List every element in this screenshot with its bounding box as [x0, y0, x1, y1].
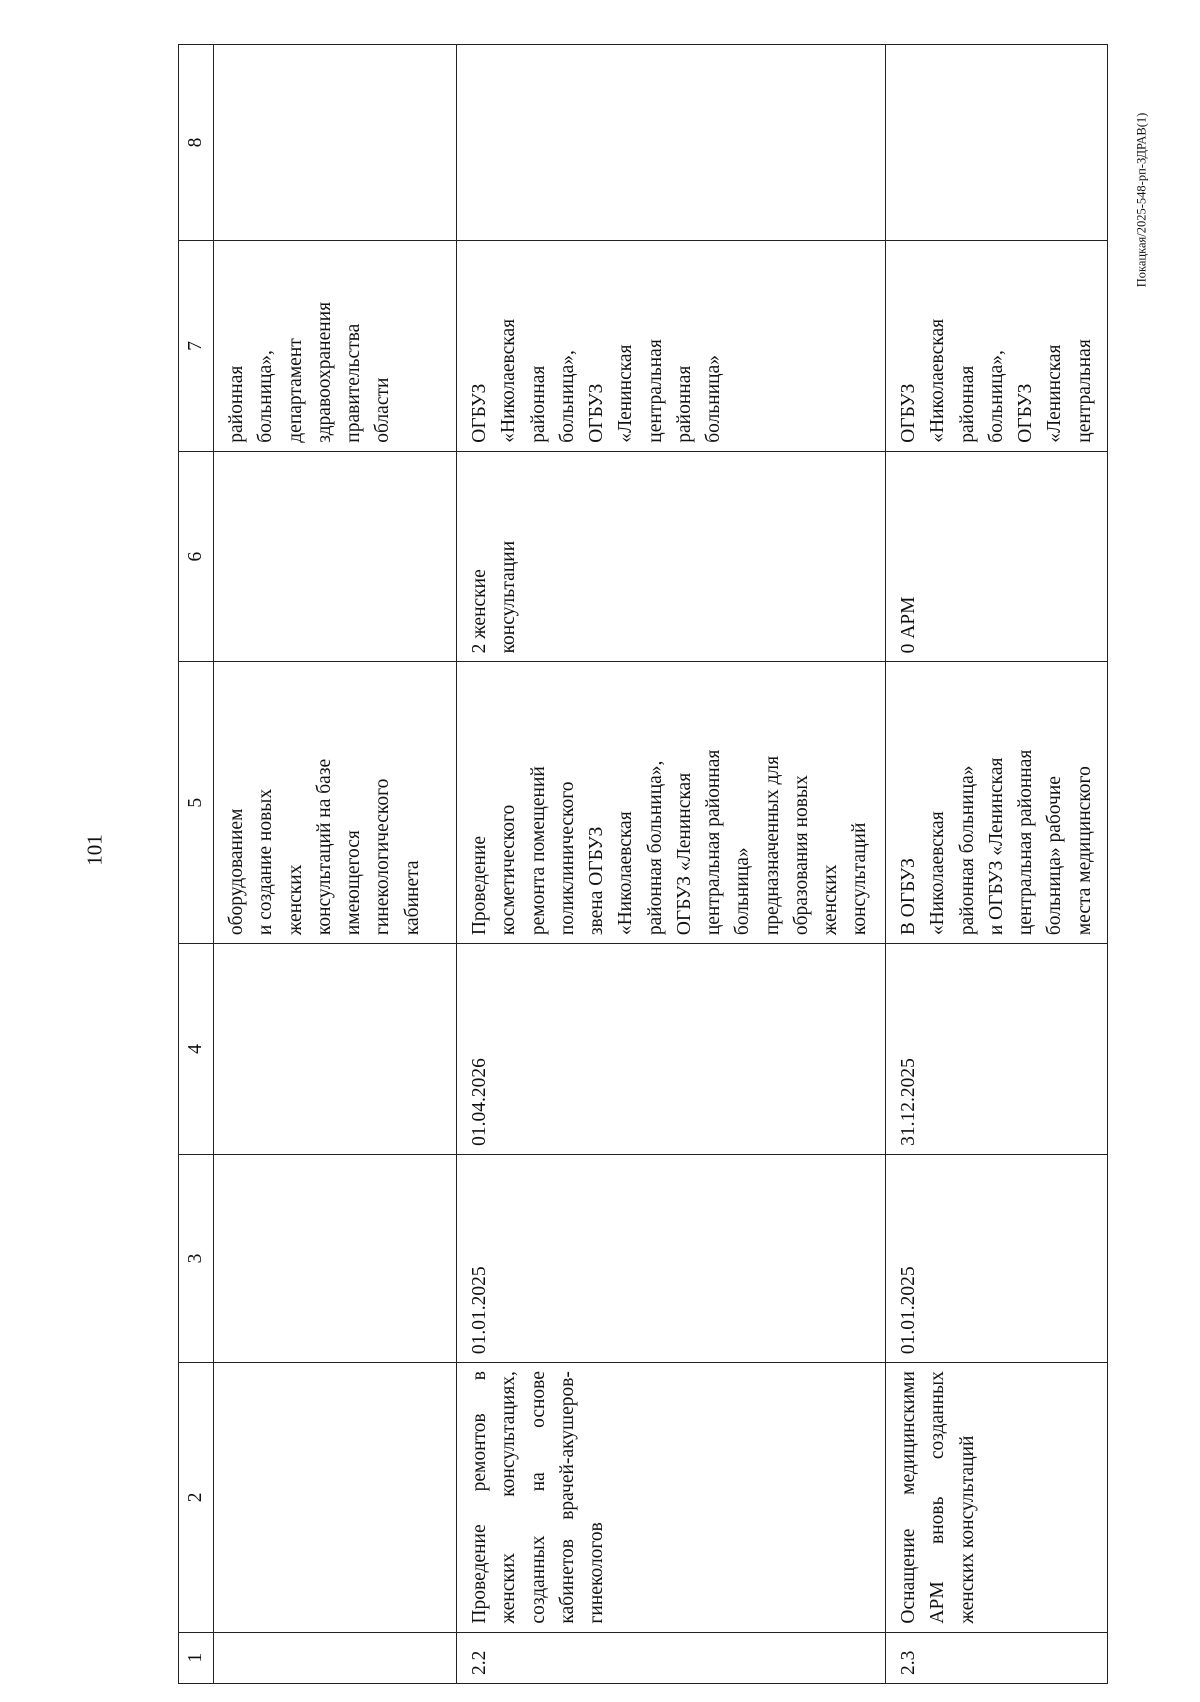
start-date-cell [214, 1154, 457, 1362]
responsible-cell: ОГБУЗ «Николаевская районная больница», ОГБУЗ «Ленинская центральная [886, 241, 1108, 452]
start-date-cell: 01.01.2025 [457, 1154, 886, 1362]
indicator-cell [214, 451, 457, 662]
rotated-table-container [178, 44, 1095, 1684]
end-date-cell: 31.12.2025 [886, 944, 1108, 1155]
responsible-cell: районная больница», департамент здравоохранения правительства области [214, 241, 457, 452]
table-header-row [179, 45, 214, 1684]
document-registration-code: Покацкая/2025-548-рп-ЗДРАВ(1) [1134, 112, 1149, 288]
result-description-cell: Проведение косметического ремонта помещений поликлинического звена ОГБУЗ «Николаевская районная больница», ОГБУЗ «Ленинская центральная районная больница» предназначенных для образования новых женских консультаций [457, 662, 886, 944]
indicator-cell: 0 АРМ [886, 451, 1108, 662]
header-cell: 4 [179, 944, 214, 1155]
header-cell: 5 [179, 662, 214, 944]
header-cell: 2 [179, 1363, 214, 1632]
result-description-cell: В ОГБУЗ «Николаевская районная больница» и ОГБУЗ «Ленинская центральная районная больница» рабочие места медицинского [886, 662, 1108, 944]
header-cell: 3 [179, 1154, 214, 1362]
page-number: 101 [82, 834, 107, 866]
row-number-cell: 2.3 [886, 1632, 1108, 1683]
table-row [214, 45, 457, 1684]
event-name-cell [214, 1363, 457, 1632]
result-description-cell: оборудованием и создание новых женских консультаций на базе имеющегося гинекологического кабинета [214, 662, 457, 944]
end-date-cell: 01.04.2026 [457, 944, 886, 1155]
note-cell [886, 45, 1108, 241]
event-name-cell: Оснащение медицинскими АРМ вновь созданных женских консультаций [886, 1363, 1108, 1632]
table-row [457, 45, 886, 1684]
start-date-cell: 01.01.2025 [886, 1154, 1108, 1362]
row-number-cell [214, 1632, 457, 1683]
header-cell: 8 [179, 45, 214, 241]
event-name-cell: Проведение ремонтов в женских консультациях, созданных на основе кабинетов врачей-акушеров-гинекологов [457, 1363, 886, 1632]
note-cell [214, 45, 457, 241]
indicator-cell: 2 женские консультации [457, 451, 886, 662]
end-date-cell [214, 944, 457, 1155]
row-number-cell: 2.2 [457, 1632, 886, 1683]
table-row [886, 45, 1108, 1684]
header-cell: 6 [179, 451, 214, 662]
note-cell [457, 45, 886, 241]
header-cell: 7 [179, 241, 214, 452]
responsible-cell: ОГБУЗ «Николаевская районная больница», ОГБУЗ «Ленинская центральная районная больница» [457, 241, 886, 452]
header-cell: 1 [179, 1632, 214, 1683]
plan-table [178, 44, 1108, 1684]
